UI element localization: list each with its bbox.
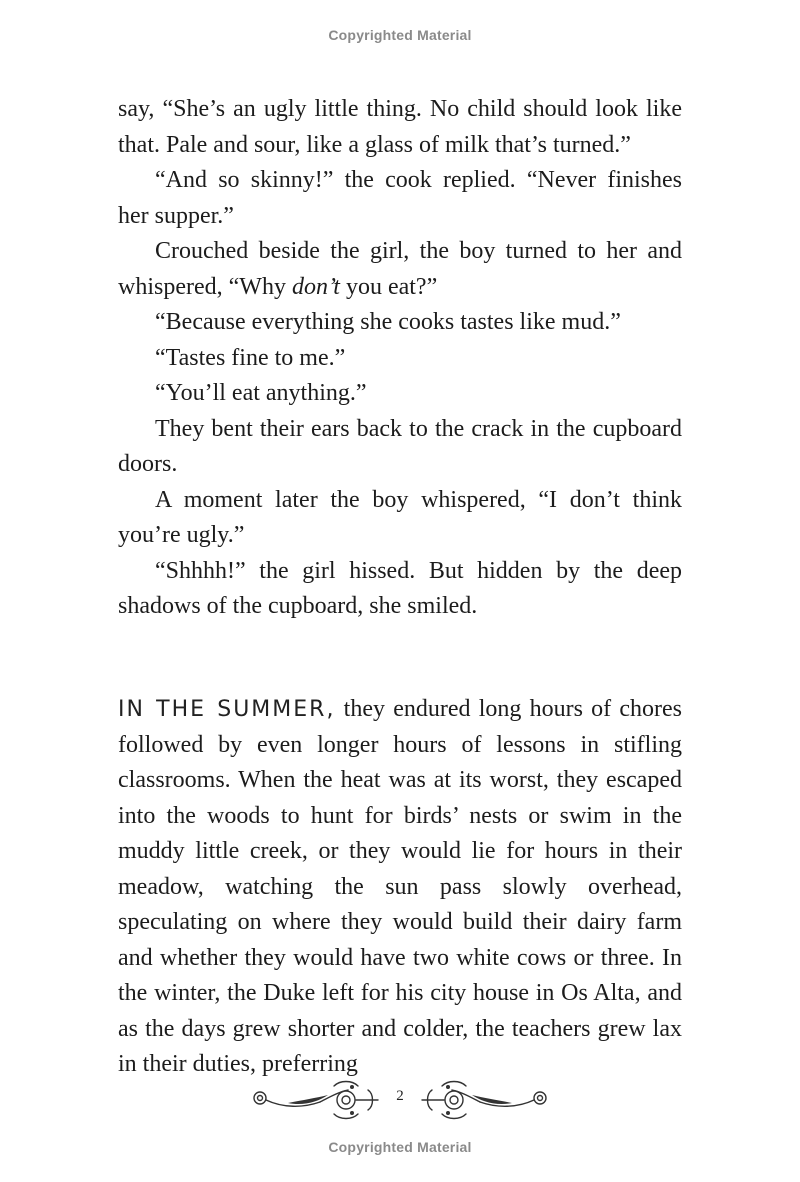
paragraph: They bent their ears back to the crack in the cupboard doors. — [118, 415, 682, 477]
paragraph: “You’ll eat anything.” — [155, 380, 367, 406]
paragraph-text: they endured long hours of chores followed by even longer hours of lessons in stifling classrooms. When the heat was at its worst, they escaped into the woods to hunt for birds’ nests or swim in the muddy little creek, or they would lie for hours in their meadow, watching the sun pass slowly overhead, speculating on where they would build their dairy farm and whether they would have two white cows or three. In the winter, the Duke left for his city house in Os Alta, and as the days grew shorter and colder, the teachers grew lax in their duties, preferring — [118, 696, 682, 1077]
body-text-section-2 — [118, 692, 682, 1083]
copyright-watermark-bottom: Copyrighted Material — [328, 1139, 472, 1155]
paragraph — [118, 234, 682, 305]
paragraph: “Tastes fine to me.” — [155, 344, 346, 371]
left-flourish-ornament — [248, 1078, 383, 1124]
paragraph: “Because everything she cooks tastes like mud.” — [155, 309, 621, 335]
page-number: 2 — [396, 1088, 404, 1104]
section-lead-in: IN THE SUMMER, — [118, 697, 336, 722]
paragraph-text: you eat?” — [339, 273, 438, 300]
paragraph: “And so skinny!” the cook replied. “Never finishes her supper.” — [118, 167, 682, 229]
page-folio — [248, 1078, 552, 1128]
paragraph: A moment later the boy whispered, “I don’t think you’re ugly.” — [118, 486, 682, 548]
body-text-section-1 — [118, 92, 682, 625]
paragraph — [118, 692, 682, 1083]
paragraph: say, “She’s an ugly little thing. No child should look like that. Pale and sour, like a glass of milk that’s turned.” — [118, 96, 682, 158]
emphasized-word: don’t — [291, 273, 340, 300]
right-flourish-ornament — [417, 1078, 552, 1124]
paragraph: “Shhhh!” the girl hissed. But hidden by the deep shadows of the cupboard, she smiled. — [118, 557, 682, 619]
paragraph-text: Crouched beside the girl, the boy turned to her and whispered, “Why — [118, 238, 682, 300]
copyright-watermark-top: Copyrighted Material — [328, 27, 472, 43]
